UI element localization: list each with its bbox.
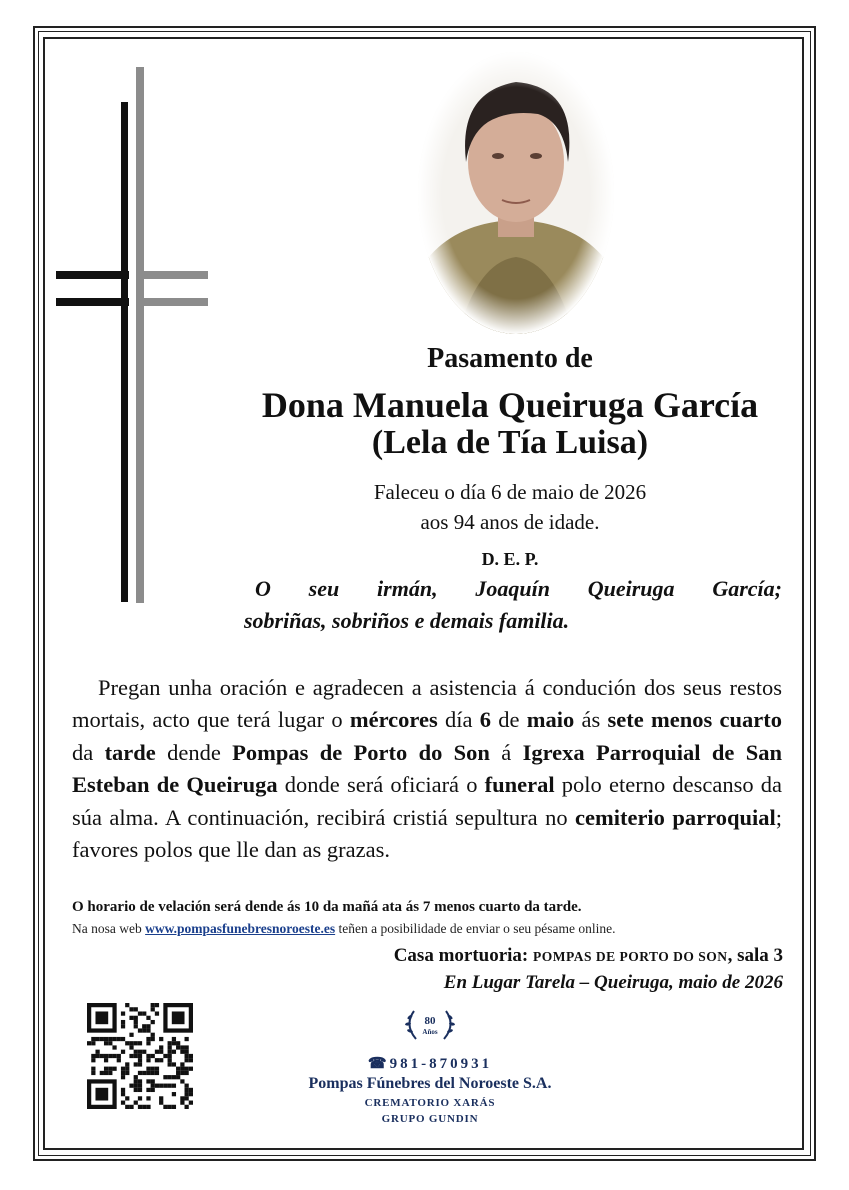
anniversary-number: 80 <box>424 1015 436 1027</box>
death-date: Faleceu o día 6 de maio de 2026 <box>373 480 647 504</box>
casa-room: sala 3 <box>737 945 783 966</box>
paragraph-segment: de <box>490 707 527 733</box>
paragraph-segment: ás <box>574 707 608 733</box>
age-line: aos 94 anos de idade. <box>420 510 600 534</box>
funeral-home-line: Casa mortuoria: POMPAS DE PORTO DO SON, sala 3 <box>393 945 783 966</box>
paragraph-segment: funeral <box>484 772 555 798</box>
deceased-alias: (Lela de Tía Luisa) <box>371 424 649 461</box>
casa-place: POMPAS DE PORTO DO SON <box>533 949 728 964</box>
deceased-photo <box>418 52 614 334</box>
phone-icon: ☎ <box>367 1056 390 1072</box>
paragraph-segment: cemiterio parroquial <box>575 804 776 830</box>
paragraph-segment: sete menos cuarto <box>607 707 782 733</box>
paragraph-segment: polo eterno descanso da súa alma. A continuación, recibirá cristiá sepultura no <box>72 772 782 830</box>
anniversary-word: Años <box>422 1028 438 1036</box>
crematorio-label: CREMATORIO XARÁS <box>364 1097 496 1109</box>
announcement-title: Pasamento de <box>427 343 593 374</box>
viewing-hours: O horario de velación será dende ás 10 da mañá ata ás 7 menos cuarto da tarde. <box>72 899 582 915</box>
phone-line[interactable] <box>250 1054 610 1073</box>
place-date-line: En Lugar Tarela – Queiruga, maio de 2026 <box>443 972 783 993</box>
anniversary-laurel-icon <box>400 1005 460 1045</box>
ceremony-paragraph <box>72 672 782 866</box>
phone-number: 981-870931 <box>389 1056 493 1072</box>
paragraph-segment: donde será oficiará o <box>277 772 485 798</box>
web-suffix: teñen a posibilidade de enviar o seu pésame online. <box>338 921 616 936</box>
paragraph-segment: 6 <box>479 707 491 733</box>
paragraph-segment: mércores <box>349 707 438 733</box>
family-line-2: sobriñas, sobriños e demais familia. <box>244 608 570 633</box>
paragraph-segment: da <box>72 739 105 765</box>
dep-line: D. E. P. <box>481 549 539 569</box>
website-link[interactable]: www.pompasfunebresnoroeste.es <box>145 921 336 936</box>
qr-code-icon[interactable] <box>87 1003 193 1109</box>
web-note <box>72 921 792 937</box>
paragraph-segment: maio <box>526 707 575 733</box>
paragraph-segment: á <box>489 739 523 765</box>
company-block <box>250 1005 610 1125</box>
web-prefix: Na nosa web <box>72 921 142 936</box>
paragraph-segment: tarde <box>104 739 156 765</box>
paragraph-segment: dende <box>155 739 233 765</box>
family-line-1: O seu irmán, Joaquín Queiruga García; <box>255 576 782 601</box>
paragraph-segment: Pompas de Porto do Son <box>232 739 490 765</box>
paragraph-segment: ; favores polos que lle dan as grazas. <box>72 804 782 863</box>
paragraph-segment: día <box>437 707 480 733</box>
paragraph-segment: Igrexa Parroquial de San Esteban de Queiruga <box>72 739 782 798</box>
casa-label: Casa mortuoria: <box>393 945 529 966</box>
grupo-label: GRUPO GUNDIN <box>381 1113 479 1125</box>
deceased-name: Dona Manuela Queiruga García <box>261 385 759 425</box>
company-name: Pompas Fúnebres del Noroeste S.A. <box>308 1075 552 1092</box>
paragraph-segment: Pregan unha oración e agradecen a asistencia á condución dos seus restos mortais, acto que terá lugar o <box>72 675 782 733</box>
